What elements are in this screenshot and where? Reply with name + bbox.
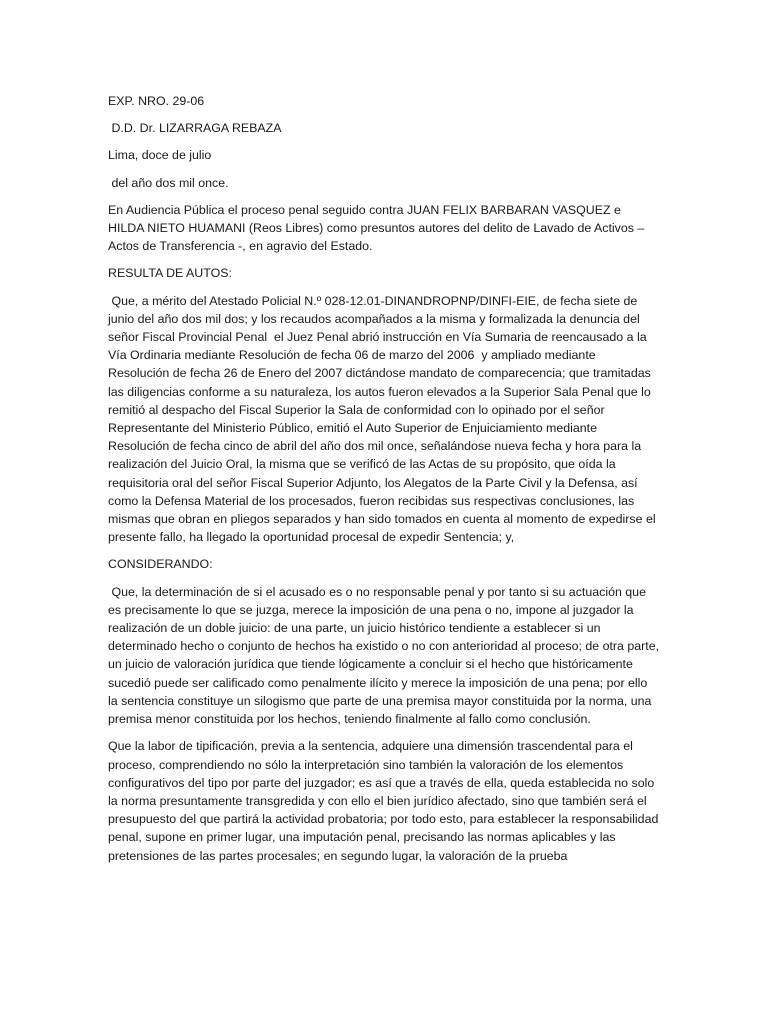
expediente-number: EXP. NRO. 29-06 [108, 94, 205, 108]
considerando-paragraph-1: Que, la determinación de si el acusado es o no responsable penal y por tanto si su actuación que es precisamente lo que se juzga, merece la imposición de una pena o no, impone al juzgador la realización de un doble juicio: de una parte, un juicio histórico tendiente a establecer si un determinado hecho o conjunto de hechos ha existido o no con anterioridad al proceso; de otra parte, un juicio de valoración jurídica que tiende lógicamente a concluir si el hecho que históricamente sucedió puede ser calificado como penalmente ilícito y merece la imposición de una pena; por ello la sentencia constituye un silogismo que parte de una premisa mayor constituida por la norma, una premisa menor constituida por los hechos, teniendo finalmente al fallo como conclusión. [108, 584, 663, 727]
document-page [108, 92, 663, 874]
considerando-paragraph-2: Que la labor de tipificación, previa a la sentencia, adquiere una dimensión trascendental para el proceso, comprendiendo no sólo la interpretación sino también la valoración de los elementos configurativos del tipo por parte del juzgador; es así que a través de ella, queda establecida no solo la norma presuntamente transgredida y con ello el bien jurídico afectado, sino que también será el presupuesto del que partirá la actividad probatoria; por todo esto, para establecer la responsabilidad penal, supone en primer lugar, una imputación penal, precisando las normas aplicables y las pretensiones de las partes procesales; en segundo lugar, la valoración de la prueba [108, 739, 662, 863]
resulta-heading: RESULTA DE AUTOS: [108, 266, 232, 281]
intro-paragraph: En Audiencia Pública el proceso penal seguido contra JUAN FELIX BARBARAN VASQUEZ e HILDA NIETO HUAMANI (Reos Libres) como presuntos autores del delito de Lavado de Activos – Actos de Transferencia -, en agravio del Estado. [108, 202, 648, 254]
place-date: Lima, doce de julio [108, 148, 212, 163]
judge-director: D.D. Dr. LIZARRAGA REBAZA [108, 121, 282, 136]
considerando-heading: CONSIDERANDO: [108, 557, 213, 572]
resulta-paragraph: Que, a mérito del Atestado Policial N.º 028-12.01-DINANDROPNP/DINFI-EIE, de fecha siete de junio del año dos mil dos; y los recaudos acompañados a la misma y formalizada la denuncia del señor Fiscal Provincial Penal el Juez Penal abrió instrucción en Vía Sumaria de reencausado a la Vía Ordinaria mediante Resolución de fecha 06 de marzo del 2006 y ampliado mediante Resolución de fecha 26 de Enero del 2007 dictándose mandato de comparecencia; que tramitadas las diligencias conforme a su naturaleza, los autos fueron elevados a la Superior Sala Penal que lo remitió al despacho del Fiscal Superior la Sala de conformidad con lo opinado por el señor Representante del Ministerio Público, emitió el Auto Superior de Enjuiciamiento mediante Resolución de fecha cinco de abril del año dos mil once, señalándose nueva fecha y hora para la realización del Juicio Oral, la misma que se verificó de las Actas de su propósito, que oída la requisitoria oral del señor Fiscal Superior Adjunto, los Alegatos de la Parte Civil y la Defensa, así como la Defensa Material de los procesados, fueron recibidas sus respectivas conclusiones, las mismas que obran en pliegos separados y han sido tomados en cuenta al momento de expedirse el presente fallo, ha llegado la oportunidad procesal de expedir Sentencia; y, [108, 293, 660, 545]
year-line: del año dos mil once. [108, 175, 229, 190]
